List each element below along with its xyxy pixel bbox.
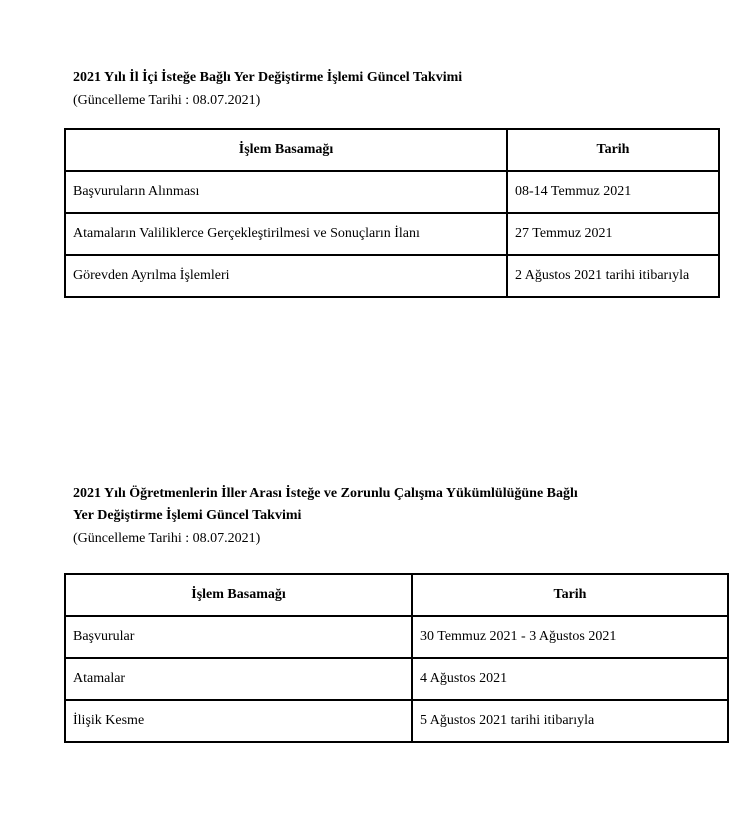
table-row — [65, 171, 719, 213]
header-date: Tarih — [507, 129, 719, 171]
date-cell: 5 Ağustos 2021 tarihi itibarıyla — [412, 700, 728, 742]
date-cell: 27 Temmuz 2021 — [507, 213, 719, 255]
step-cell: Atamalar — [65, 658, 412, 700]
section1-schedule-table — [64, 128, 720, 298]
step-cell: Başvuruların Alınması — [65, 171, 507, 213]
date-cell: 2 Ağustos 2021 tarihi itibarıyla — [507, 255, 719, 297]
date-cell: 08-14 Temmuz 2021 — [507, 171, 719, 213]
table-row — [65, 616, 728, 658]
step-cell: İlişik Kesme — [65, 700, 412, 742]
header-step: İşlem Basamağı — [65, 574, 412, 616]
section2-title-line1: 2021 Yılı Öğretmenlerin İller Arası İsteğe ve Zorunlu Çalışma Yükümlülüğüne Bağlı — [73, 486, 578, 501]
section2-title-line2: Yer Değiştirme İşlemi Güncel Takvimi — [73, 508, 302, 523]
header-date: Tarih — [412, 574, 728, 616]
table-row — [65, 658, 728, 700]
date-cell: 4 Ağustos 2021 — [412, 658, 728, 700]
table-row — [65, 700, 728, 742]
section1-update-date: (Güncelleme Tarihi : 08.07.2021) — [73, 93, 261, 108]
section2-schedule-table — [64, 573, 729, 743]
section2-title — [73, 483, 683, 527]
table-row — [65, 213, 719, 255]
table-header-row — [65, 574, 728, 616]
step-cell: Görevden Ayrılma İşlemleri — [65, 255, 507, 297]
step-cell: Başvurular — [65, 616, 412, 658]
step-cell: Atamaların Valiliklerce Gerçekleştirilmesi ve Sonuçların İlanı — [65, 213, 507, 255]
date-cell: 30 Temmuz 2021 - 3 Ağustos 2021 — [412, 616, 728, 658]
header-step: İşlem Basamağı — [65, 129, 507, 171]
table-row — [65, 255, 719, 297]
section1-title: 2021 Yılı İl İçi İsteğe Bağlı Yer Değiştirme İşlemi Güncel Takvimi — [73, 70, 463, 85]
table-header-row — [65, 129, 719, 171]
section2-update-date: (Güncelleme Tarihi : 08.07.2021) — [73, 531, 261, 546]
